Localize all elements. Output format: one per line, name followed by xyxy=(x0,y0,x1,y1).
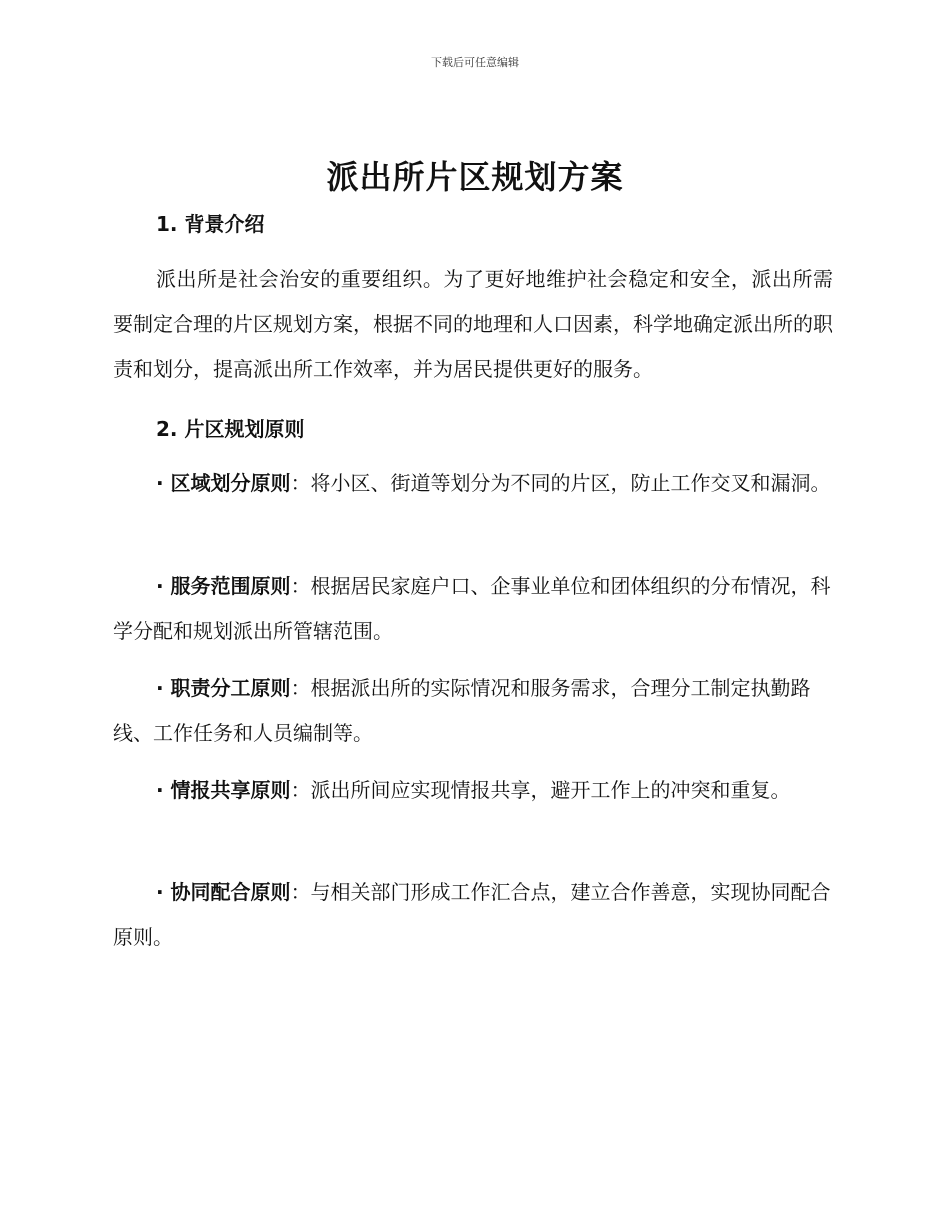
principle-label: · 职责分工原则 xyxy=(156,676,291,700)
section-heading-principles: 2. 片区规划原则 xyxy=(156,417,305,441)
principle-text: ：根据居民家庭户口、企事业单位和团体组织的分布情况，科学分配和规划派出所管辖范围。 xyxy=(113,574,831,643)
principle-text: ：将小区、街道等划分为不同的片区，防止工作交叉和漏洞。 xyxy=(290,471,831,495)
principle-text: ：根据派出所的实际情况和服务需求，合理分工制定执勤路线、工作任务和人员编制等。 xyxy=(113,676,811,745)
principle-label: · 情报共享原则 xyxy=(156,778,291,802)
principle-text: ：与相关部门形成工作汇合点，建立合作善意，实现协同配合原则。 xyxy=(113,880,831,949)
principle-text: ：派出所间应实现情报共享，避开工作上的冲突和重复。 xyxy=(290,778,791,802)
principle-item xyxy=(113,870,833,960)
section-heading-background: 1. 背景介绍 xyxy=(156,212,265,236)
principle-label: · 区域划分原则 xyxy=(156,471,291,495)
principle-item xyxy=(113,564,833,654)
principle-label: · 协同配合原则 xyxy=(156,880,291,904)
principle-item xyxy=(113,768,833,813)
principle-label: · 服务范围原则 xyxy=(156,574,291,598)
background-paragraph: 派出所是社会治安的重要组织。为了更好地维护社会稳定和安全，派出所需要制定合理的片区规划方案，根据不同的地理和人口因素，科学地确定派出所的职责和划分，提高派出所工作效率，并为居民提供更好的服务。 xyxy=(113,267,833,381)
document-title: 派出所片区规划方案 xyxy=(326,158,624,196)
principle-item xyxy=(113,666,833,756)
principle-item xyxy=(113,461,833,506)
page-header-note: 下载后可任意编辑 xyxy=(431,56,519,69)
